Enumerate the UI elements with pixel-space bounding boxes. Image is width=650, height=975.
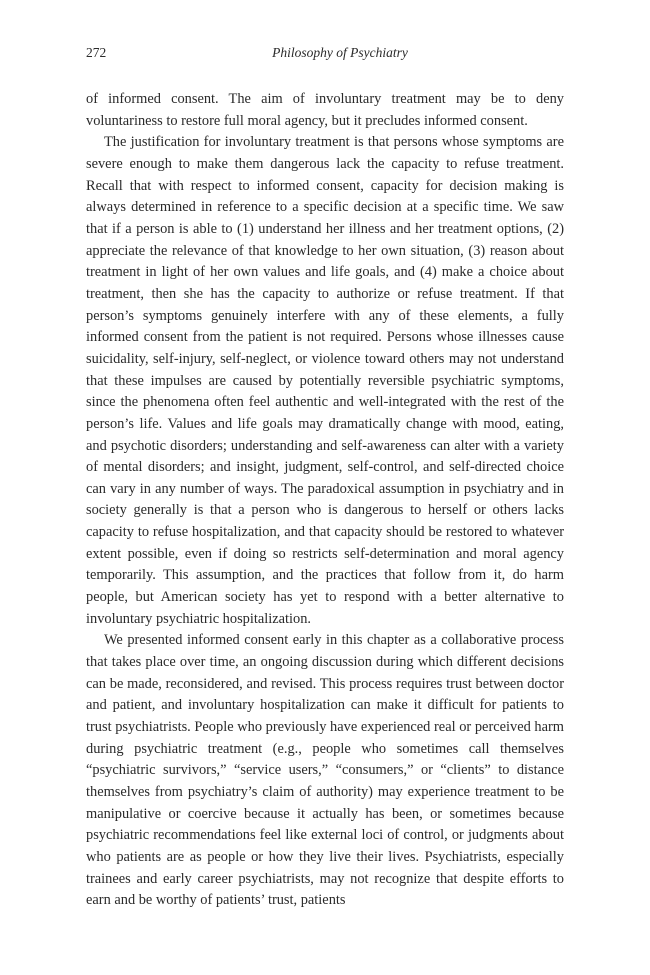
paragraph-collaborative-process: We presented informed consent early in this chapter as a collaborative process that takes place over time, an ongoing discussion during which different decisions can be made, reconsidered, and revised. This process requires trust between doctor and patient, and involuntary hospitalization can make it difficult for patients to trust psychiatrists. People who previously have experienced real or perceived harm during psychiatric treatment (e.g., people who sometimes call themselves “psychiatric survivors,” “service users,” “consumers,” or “clients” to distance themselves from psychiatry’s claim of authority) may experience treatment to be manipulative or coercive because it actually has been, or sometimes because psychiatric recommendations feel like external loci of control, or judgments about who patients are as people or how they live their lives. Psychiatrists, especially trainees and early career psychiatrists, may not recognize that despite efforts to earn and be worthy of patients’ trust, patients	[86, 632, 564, 909]
running-title: Philosophy of Psychiatry	[272, 45, 408, 60]
page-number: 272	[86, 45, 107, 60]
paragraph-justification: The justification for involuntary treatment is that persons whose symptoms are severe enough to make them dangerous lack the capacity to refuse treatment. Recall that with respect to informed consent, capacity for decision making is always determined in reference to a specific decision at a specific time. We saw that if a person is able to (1) understand her illness and her treatment options, (2) appreciate the relevance of that knowledge to her own situation, (3) reason about treatment in light of her own values and life goals, and (4) make a choice about treatment, then she has the capacity to authorize or refuse treatment. If that person’s symptoms genuinely interfere with any of these elements, a fully informed consent from the patient is not required. Persons whose illnesses cause suicidality, self-injury, self-neglect, or violence toward others may not understand that these impulses are caused by potentially reversible psychiatric symptoms, since the phenomena often feel authentic and well-integrated with the rest of the person’s life. Values and life goals may dramatically change with mood, eating, and psychotic disorders; understanding and self-awareness can alter with a variety of mental disorders; and insight, judgment, self-control, and self-directed choice can vary in any number of ways. The paradoxical assumption in psychiatry and in society generally is that a person who is dangerous to herself or others lacks capacity to refuse hospitalization, and that capacity should be restored to whatever extent possible, even if doing so restricts self-determination and moral agency temporarily. This assumption, and the practices that follow from it, do harm people, but American society has yet to respond with a better alternative to involuntary psychiatric hospitalization.	[86, 134, 564, 627]
running-head	[86, 45, 564, 65]
paragraph-continued: of informed consent. The aim of involuntary treatment may be to deny voluntariness to restore full moral agency, but it precludes informed consent.	[86, 91, 564, 129]
body-text	[86, 89, 564, 912]
